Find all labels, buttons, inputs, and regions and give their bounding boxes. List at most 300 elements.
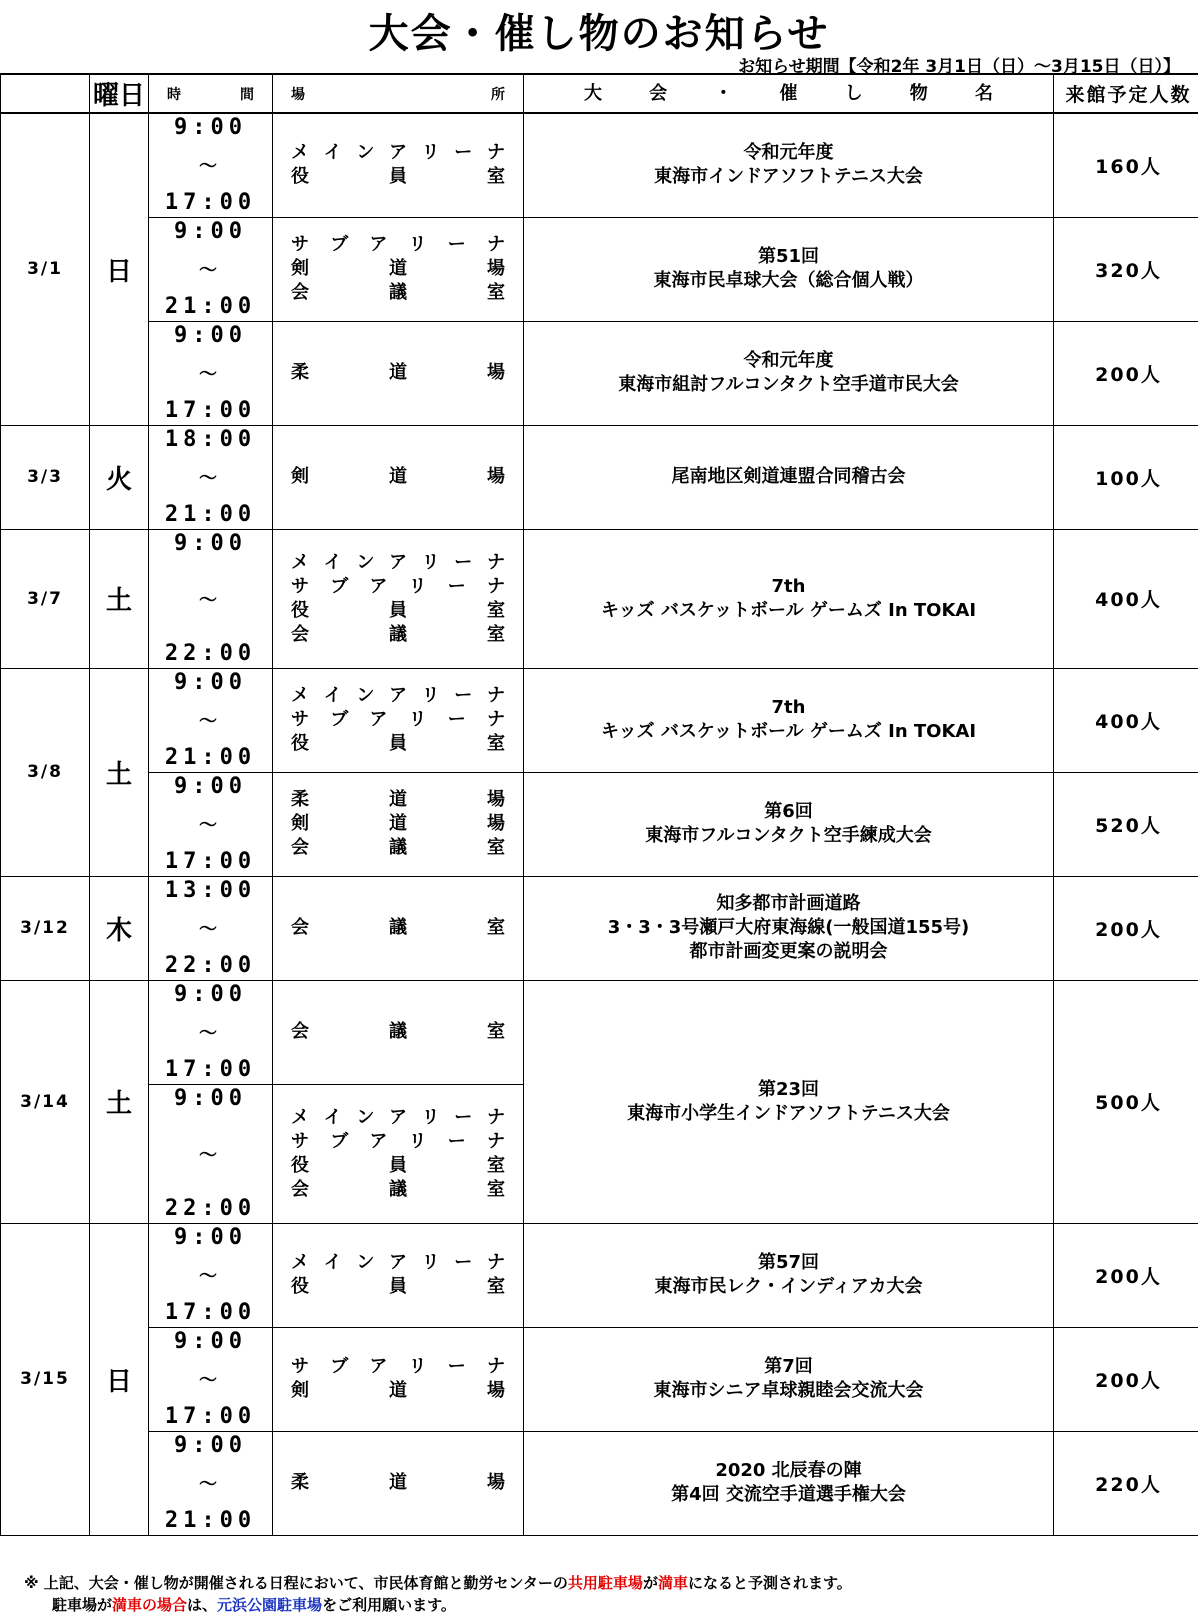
header-event [524,74,1054,113]
place-char: ア [369,1130,388,1152]
header-day: 曜日 [90,74,149,113]
place-char: 室 [487,282,505,303]
place-list [273,141,523,189]
table-row [1,876,1198,980]
date-cell: 3/15 [1,1223,90,1535]
time-cell [149,772,273,876]
place-char: サ [291,709,309,730]
place-line [291,684,505,708]
time-range [149,531,272,666]
count-cell: 400人 [1054,668,1198,772]
event-name-line: 第6回 [764,801,813,822]
table-row [1,772,1198,876]
event-name-line: 尾南地区剣道連盟合同稽古会 [671,466,906,487]
tilde: ～ [199,711,222,732]
event-name-line: 東海市シニア卓球親睦会交流大会 [653,1380,924,1401]
event-name-line: 第57回 [757,1252,820,1273]
place-char: ブ [330,1356,349,1377]
note-text: が [642,1574,658,1592]
time-cell [149,876,273,980]
place-char: ア [388,551,407,573]
place-line [291,257,505,281]
place-line [291,1251,505,1275]
time-cell [149,425,273,529]
end-time: 17:00 [164,849,257,874]
place-char: 会 [291,623,309,645]
place-line [291,599,505,623]
event-cell [524,876,1054,980]
place-char: 室 [487,733,505,754]
place-list [273,1020,523,1044]
place-char: 道 [389,258,407,279]
place-line [291,1178,505,1202]
place-char: ー [447,709,466,730]
place-char: ン [356,1252,375,1273]
header-count: 来館予定人数 [1054,74,1198,113]
count-cell: 200人 [1054,1327,1198,1431]
place-char: ブ [330,1130,349,1152]
count-cell: 100人 [1054,425,1198,529]
place-char: 道 [389,789,407,810]
place-char: 室 [487,166,505,188]
time-cell [149,1327,273,1431]
place-cell [273,425,524,529]
header-place [273,74,524,113]
place-char: ナ [486,551,505,573]
parking-note-line1 [24,1572,852,1594]
end-time: 21:00 [164,1508,257,1533]
place-char: メ [291,1252,309,1273]
table-row [1,321,1198,425]
place-char: イ [323,142,342,164]
place-char: 役 [291,599,309,621]
tilde: ～ [199,589,222,611]
table-row [1,217,1198,321]
place-char: 室 [487,1021,505,1042]
start-time: 13:00 [164,878,257,903]
end-time: 21:00 [164,294,257,319]
date-cell: 3/3 [1,425,90,529]
place-char: 場 [487,1380,505,1401]
place-list [273,361,523,385]
tilde: ～ [199,1023,222,1044]
event-name-line: 都市計画変更案の説明会 [689,941,888,962]
table-row [1,529,1198,668]
place-line [291,361,505,385]
place-char: ン [356,551,375,573]
place-char: リ [421,1106,440,1128]
place-line [291,812,505,836]
place-char: 場 [487,789,505,810]
place-char: 役 [291,1276,309,1297]
tilde: ～ [199,156,222,178]
place-char: ナ [486,1106,505,1128]
place-list [273,233,523,305]
parking-note [24,1572,852,1616]
weekday-cell: 土 [90,668,149,876]
place-char: 会 [291,837,309,858]
place-char: 員 [389,1276,407,1297]
header-place-char: 場 [291,86,305,103]
place-line [291,836,505,860]
weekday-cell: 木 [90,876,149,980]
place-char: 議 [389,837,407,858]
time-range [149,219,272,319]
place-char: 議 [389,917,407,938]
count-cell: 400人 [1054,529,1198,668]
place-cell [273,1327,524,1431]
place-char: 議 [389,1178,407,1200]
place-char: ー [447,1356,466,1377]
parking-note-line2 [24,1594,852,1616]
place-list [273,788,523,860]
place-list [273,1106,523,1202]
place-char: ア [388,685,407,706]
time-range [149,878,272,978]
end-time: 17:00 [164,190,257,216]
end-time: 17:00 [164,398,257,423]
place-char: リ [408,709,427,730]
place-char: 道 [389,813,407,834]
date-cell: 3/14 [1,980,90,1223]
time-range [149,982,272,1082]
table-row [1,980,1198,1084]
place-char: 議 [389,282,407,303]
count-cell: 320人 [1054,217,1198,321]
place-char: 場 [487,258,505,279]
count-cell: 200人 [1054,321,1198,425]
note-text: ※ 上記、大会・催し物が開催される日程において、市民体育館と勤労センターの [24,1574,568,1592]
place-char: サ [291,234,309,255]
place-char: 道 [389,1380,407,1401]
place-list [273,1471,523,1495]
place-char: ア [388,142,407,164]
place-char: 員 [389,733,407,754]
weekday-cell: 日 [90,113,149,425]
event-name-line: 7th [771,697,806,718]
place-char: ー [454,1106,473,1128]
time-cell [149,529,273,668]
place-char: 役 [291,733,309,754]
start-time: 9:00 [174,1225,247,1250]
place-line [291,1154,505,1178]
tilde: ～ [199,1266,222,1287]
place-line [291,1020,505,1044]
place-char: 会 [291,917,309,938]
place-char: メ [291,685,309,706]
place-char: 室 [487,1276,505,1297]
note-text: は、 [187,1596,218,1614]
event-cell [524,1223,1054,1327]
table-row [1,1431,1198,1535]
place-char: 道 [389,1472,407,1493]
place-char: ン [356,685,375,706]
event-cell [524,113,1054,217]
place-cell [273,668,524,772]
place-line [291,708,505,732]
place-char: ナ [486,234,505,255]
count-cell: 220人 [1054,1431,1198,1535]
place-char: ナ [486,1356,505,1377]
place-cell [273,876,524,980]
event-name-line: 東海市フルコンタクト空手練成大会 [645,825,932,846]
start-time: 9:00 [174,531,247,556]
place-line [291,551,505,575]
place-char: 室 [487,1178,505,1200]
place-line [291,732,505,756]
header-event-char: し [844,82,863,104]
place-list [273,684,523,756]
place-char: ブ [330,234,349,255]
place-char: 場 [487,1472,505,1493]
event-cell [524,772,1054,876]
place-char: イ [323,1106,342,1128]
place-line [291,1471,505,1495]
time-cell [149,1431,273,1535]
end-time: 17:00 [164,1404,257,1429]
start-time: 9:00 [174,982,247,1007]
time-cell [149,980,273,1084]
place-line [291,916,505,940]
note-text: になると予測されます。 [687,1574,852,1592]
place-cell [273,529,524,668]
place-line [291,141,505,165]
place-char: メ [291,142,309,164]
time-cell [149,321,273,425]
place-cell [273,321,524,425]
start-time: 9:00 [174,670,247,695]
place-list [273,1355,523,1403]
end-time: 22:00 [164,1196,257,1221]
event-cell [524,425,1054,529]
place-char: ブ [330,575,349,597]
place-cell [273,1223,524,1327]
note-text: 満車 [657,1574,688,1592]
event-name-line: キッズ バスケットボール ゲームズ In TOKAI [600,599,977,621]
schedule-table [0,73,1198,1536]
place-char: リ [408,234,427,255]
place-line [291,1379,505,1403]
header-time-char: 間 [240,86,254,103]
place-line [291,165,505,189]
place-char: ー [447,575,466,597]
header-event-char: 物 [909,82,928,104]
count-cell: 520人 [1054,772,1198,876]
tilde: ～ [199,364,222,385]
event-name-line: 知多都市計画道路 [716,893,861,914]
place-char: リ [421,142,440,164]
place-char: ア [388,1252,407,1273]
place-char: 柔 [291,362,309,383]
time-range [149,1225,272,1325]
time-range [149,1086,272,1221]
event-cell [524,321,1054,425]
weekday-cell: 火 [90,425,149,529]
header-event-char: ・ [714,82,733,104]
tilde: ～ [199,468,222,489]
tilde: ～ [199,260,222,281]
place-char: 役 [291,166,309,188]
place-char: 員 [389,599,407,621]
date-cell: 3/12 [1,876,90,980]
place-char: 役 [291,1154,309,1176]
place-char: ン [356,1106,375,1128]
place-char: 剣 [291,466,309,487]
place-char: 室 [487,917,505,938]
place-line [291,1106,505,1130]
place-char: ー [454,1252,473,1273]
place-char: 道 [389,362,407,383]
place-char: リ [408,575,427,597]
tilde: ～ [199,1144,222,1166]
start-time: 9:00 [174,1329,247,1354]
end-time: 21:00 [164,502,257,527]
place-char: 会 [291,282,309,303]
place-char: 道 [389,466,407,487]
header-event-char: 会 [649,82,668,104]
place-cell [273,113,524,217]
time-range [149,774,272,874]
header-event-char: 大 [584,82,602,104]
event-cell [524,1431,1054,1535]
place-line [291,233,505,257]
count-cell: 200人 [1054,1223,1198,1327]
place-list [273,916,523,940]
start-time: 9:00 [174,1086,247,1111]
event-name-line: 第51回 [757,246,820,267]
event-name-line: 第7回 [764,1356,813,1377]
event-cell [524,1327,1054,1431]
table-row [1,1327,1198,1431]
place-char: リ [408,1356,427,1377]
place-char: ア [369,709,388,730]
place-char: 室 [487,837,505,858]
place-char: ー [454,685,473,706]
header-event-char: 催 [779,82,798,104]
time-range [149,1329,272,1429]
place-char: リ [421,685,440,706]
count-cell: 200人 [1054,876,1198,980]
table-row [1,668,1198,772]
place-cell [273,980,524,1084]
place-line [291,1275,505,1299]
place-char: ア [388,1106,407,1128]
event-name-line: 第23回 [757,1078,820,1100]
place-char: ー [454,142,473,164]
start-time: 9:00 [174,323,247,348]
date-cell: 3/8 [1,668,90,876]
place-char: 場 [487,362,505,383]
event-name-line: 2020 北辰春の陣 [715,1460,862,1481]
event-cell [524,980,1054,1223]
event-name-line: 第4回 交流空手道選手権大会 [671,1484,906,1505]
place-char: 剣 [291,1380,309,1401]
event-name-line: 3・3・3号瀬戸大府東海線(一般国道155号) [607,917,970,938]
place-cell [273,217,524,321]
time-range [149,670,272,770]
place-char: ナ [486,709,505,730]
place-list [273,1251,523,1299]
page-title: 大会・催し物のお知らせ [368,11,830,57]
place-char: 柔 [291,789,309,810]
table-row [1,1223,1198,1327]
place-line [291,1355,505,1379]
note-text: 共用駐車場 [567,1574,643,1592]
tilde: ～ [199,919,222,940]
place-char: ブ [330,709,349,730]
end-time: 17:00 [164,1300,257,1325]
place-char: 議 [389,1021,407,1042]
table-row [1,113,1198,217]
place-char: メ [291,551,309,573]
event-name-line: キッズ バスケットボール ゲームズ In TOKAI [600,721,977,742]
time-range [149,323,272,423]
time-cell [149,668,273,772]
time-cell [149,217,273,321]
place-char: 員 [389,1154,407,1176]
place-char: ア [369,575,388,597]
place-char: 場 [487,813,505,834]
place-char: 場 [487,466,505,487]
place-char: ナ [486,685,505,706]
place-char: ア [369,1356,388,1377]
event-name-line: 東海市民卓球大会（総合個人戦） [653,270,924,291]
place-line [291,465,505,489]
time-range [149,1433,272,1533]
note-text: 元浜公園駐車場 [217,1596,323,1614]
event-name-line: 東海市組討フルコンタクト空手道市民大会 [618,374,959,395]
header-event-char: 名 [974,82,993,104]
place-char: サ [291,1356,309,1377]
place-char: リ [408,1130,427,1152]
header-date [1,74,90,113]
count-cell: 500人 [1054,980,1198,1223]
time-cell [149,1223,273,1327]
end-time: 22:00 [164,953,257,978]
event-name-line: 令和元年度 [743,350,834,371]
place-char: サ [291,1130,309,1152]
start-time: 9:00 [174,1433,247,1458]
place-char: イ [323,685,342,706]
place-line [291,788,505,812]
place-char: サ [291,575,309,597]
event-cell [524,668,1054,772]
tilde: ～ [199,815,222,836]
weekday-cell: 土 [90,529,149,668]
note-text: をご利用願います。 [322,1596,456,1614]
place-char: メ [291,1106,309,1128]
place-char: ー [447,1130,466,1152]
table-row [1,425,1198,529]
end-time: 21:00 [164,745,257,770]
place-char: 会 [291,1178,309,1200]
notice-period: お知らせ期間【令和2年 3月1日（日）～3月15日（日）】 [738,57,1180,77]
place-char: ン [356,142,375,164]
start-time: 9:00 [174,219,247,244]
end-time: 17:00 [164,1057,257,1082]
date-cell: 3/1 [1,113,90,425]
place-char: ー [447,234,466,255]
weekday-cell: 土 [90,980,149,1223]
place-line [291,623,505,647]
end-time: 22:00 [164,641,257,666]
place-char: リ [421,551,440,573]
place-char: 剣 [291,813,309,834]
place-char: ナ [486,1130,505,1152]
place-list [273,551,523,647]
place-char: ー [454,551,473,573]
place-list [273,465,523,489]
